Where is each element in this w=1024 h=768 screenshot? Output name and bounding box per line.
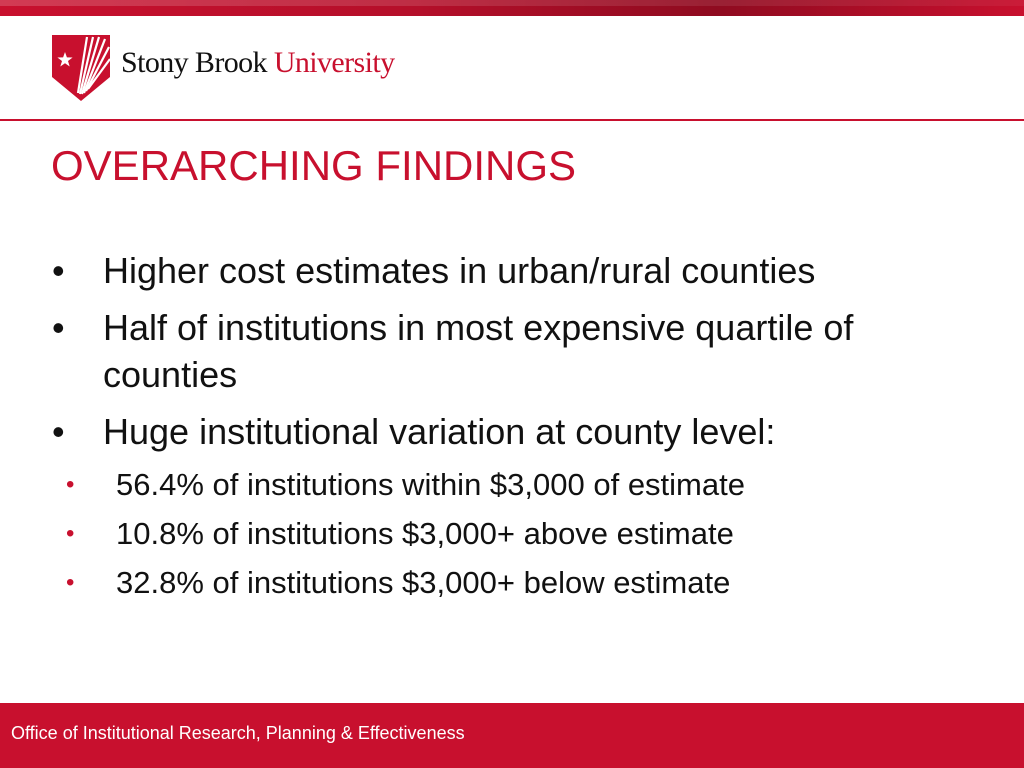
sub-bullet-item bbox=[0, 514, 1024, 554]
footer-bar bbox=[0, 703, 1024, 768]
bullet-item bbox=[0, 247, 1024, 294]
sub-bullet-marker: • bbox=[66, 471, 75, 498]
sub-bullet-text: 10.8% of institutions $3,000+ above estimate bbox=[116, 516, 734, 551]
bullet-text: Huge institutional variation at county level: bbox=[103, 411, 776, 452]
bullet-marker: • bbox=[52, 250, 65, 291]
slide-title: OVERARCHING FINDINGS bbox=[51, 142, 577, 189]
sbu-shield-star-icon bbox=[51, 33, 111, 103]
bullet-item bbox=[0, 408, 1024, 455]
footer-text: Office of Institutional Research, Planning & Effectiveness bbox=[11, 723, 465, 743]
bullet-list bbox=[0, 247, 1024, 612]
bullet-text: Half of institutions in most expensive quartile of counties bbox=[103, 307, 854, 395]
university-wordmark bbox=[121, 48, 394, 78]
wordmark-secondary: University bbox=[273, 46, 395, 79]
bullet-text: Higher cost estimates in urban/rural counties bbox=[103, 250, 816, 291]
sub-bullet-marker: • bbox=[66, 569, 75, 596]
sub-bullet-item bbox=[0, 563, 1024, 603]
sub-bullet-text: 56.4% of institutions within $3,000 of estimate bbox=[116, 467, 745, 502]
top-decorative-band bbox=[0, 0, 1024, 16]
bullet-marker: • bbox=[52, 411, 65, 452]
bullet-item bbox=[0, 304, 1024, 398]
sub-bullet-item bbox=[0, 465, 1024, 505]
wordmark-primary: Stony Brook bbox=[121, 46, 267, 79]
bullet-marker: • bbox=[52, 307, 65, 348]
top-band-sheen bbox=[0, 0, 1024, 6]
header-divider bbox=[0, 119, 1024, 121]
sub-bullet-marker: • bbox=[66, 520, 75, 547]
sub-bullet-text: 32.8% of institutions $3,000+ below estimate bbox=[116, 565, 731, 600]
